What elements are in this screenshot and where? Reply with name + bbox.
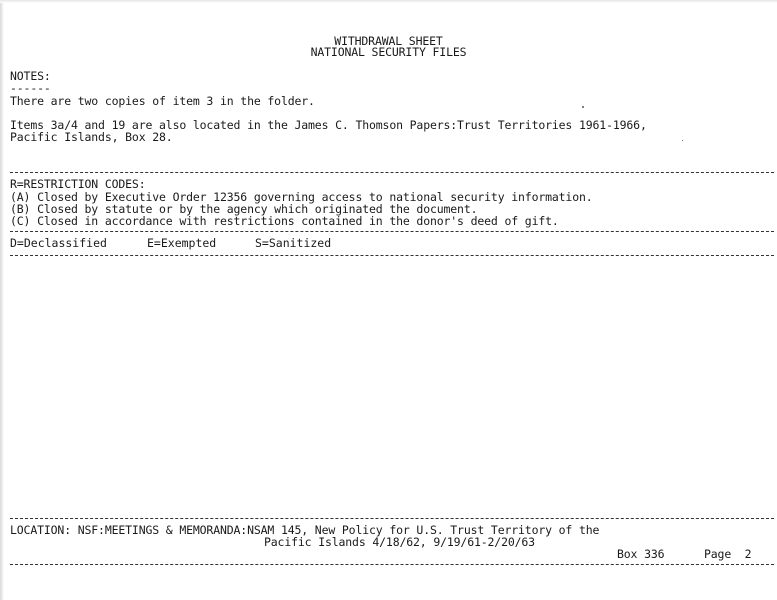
code-sanitized: S=Sanitized bbox=[255, 236, 332, 250]
location-line-2: Pacific Islands 4/18/62, 9/19/61-2/20/63 bbox=[264, 535, 535, 549]
scan-edge-top bbox=[0, 0, 777, 3]
code-exempted: E=Exempted bbox=[147, 236, 217, 250]
box-number: Box 336 bbox=[617, 547, 665, 561]
location-line-1: LOCATION: NSF:MEETINGS & MEMORANDA:NSAM 145, New Policy for U.S. Trust Territory of the bbox=[10, 523, 600, 537]
page-number: Page 2 bbox=[704, 547, 752, 561]
notes-line-3: Pacific Islands, Box 28. bbox=[10, 130, 173, 144]
divider-5 bbox=[10, 564, 774, 565]
restriction-code-b: (B) Closed by statute or by the agency which originated the document. bbox=[10, 202, 478, 216]
restriction-code-c: (C) Closed in accordance with restrictions contained in the donor's deed of gift. bbox=[10, 214, 559, 228]
scan-speck bbox=[682, 140, 683, 141]
notes-underline: ------ bbox=[10, 81, 51, 95]
sheet-title: WITHDRAWAL SHEET bbox=[334, 34, 443, 48]
status-codes-row bbox=[10, 236, 332, 302]
scan-edge-left bbox=[0, 0, 4, 600]
notes-label: NOTES: bbox=[10, 69, 51, 83]
divider-2 bbox=[10, 231, 774, 232]
code-declassified: D=Declassified bbox=[10, 236, 107, 250]
notes-line-2: Items 3a/4 and 19 are also located in the James C. Thomson Papers:Trust Territories 1961-1966, bbox=[10, 118, 647, 132]
scan-speck bbox=[582, 106, 584, 108]
notes-line-1: There are two copies of item 3 in the folder. bbox=[10, 94, 315, 108]
divider-3 bbox=[10, 255, 774, 256]
sheet-subtitle: NATIONAL SECURITY FILES bbox=[310, 45, 467, 59]
restriction-code-a: (A) Closed by Executive Order 12356 governing access to national security information. bbox=[10, 190, 593, 204]
divider-1 bbox=[10, 172, 774, 173]
divider-4 bbox=[10, 518, 774, 519]
restriction-codes-label: R=RESTRICTION CODES: bbox=[10, 177, 146, 191]
